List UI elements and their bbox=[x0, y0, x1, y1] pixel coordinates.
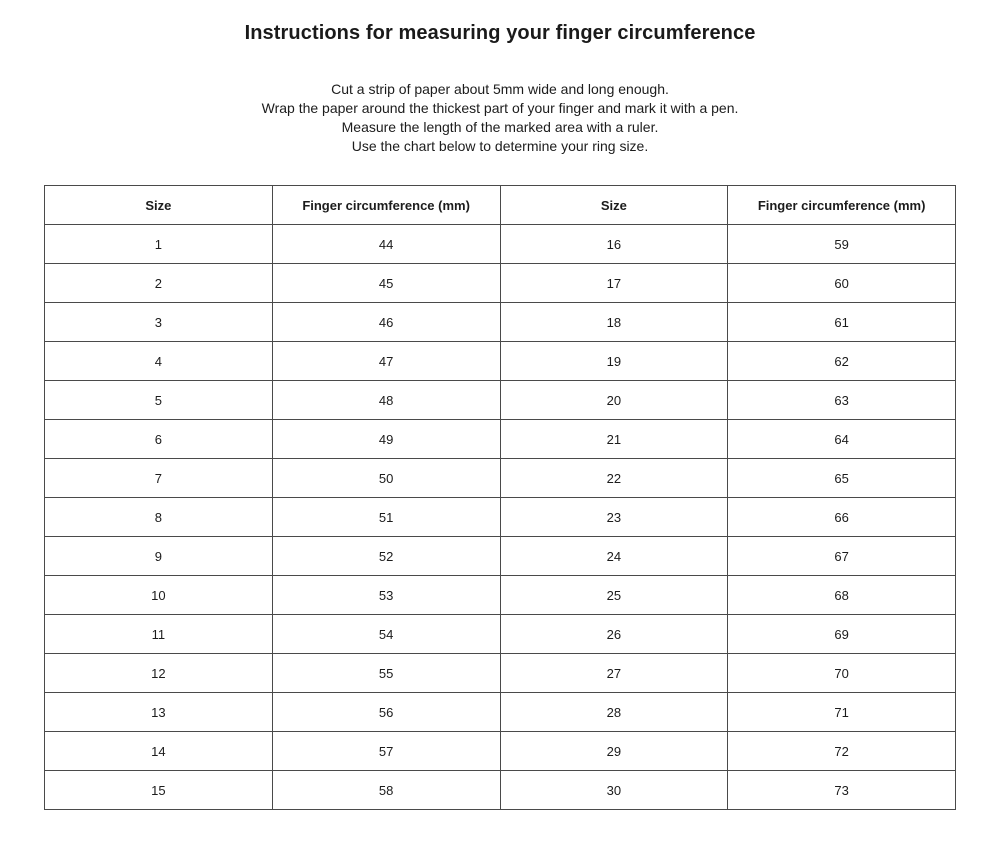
table-cell: 67 bbox=[728, 537, 956, 576]
table-row bbox=[45, 771, 956, 810]
table-cell: 72 bbox=[728, 732, 956, 771]
table-header-row bbox=[45, 186, 956, 225]
table-cell: 46 bbox=[272, 303, 500, 342]
table-row bbox=[45, 576, 956, 615]
column-header-size-right: Size bbox=[500, 186, 728, 225]
table-cell: 14 bbox=[45, 732, 273, 771]
table-row bbox=[45, 693, 956, 732]
instruction-line: Use the chart below to determine your ring size. bbox=[351, 138, 649, 154]
table-cell: 12 bbox=[45, 654, 273, 693]
ring-size-table bbox=[44, 185, 956, 810]
table-cell: 45 bbox=[272, 264, 500, 303]
table-cell: 73 bbox=[728, 771, 956, 810]
table-cell: 57 bbox=[272, 732, 500, 771]
table-row bbox=[45, 498, 956, 537]
table-cell: 55 bbox=[272, 654, 500, 693]
table-cell: 50 bbox=[272, 459, 500, 498]
table-cell: 18 bbox=[500, 303, 728, 342]
table-cell: 26 bbox=[500, 615, 728, 654]
table-cell: 66 bbox=[728, 498, 956, 537]
table-cell: 20 bbox=[500, 381, 728, 420]
table-cell: 56 bbox=[272, 693, 500, 732]
table-cell: 3 bbox=[45, 303, 273, 342]
table-cell: 5 bbox=[45, 381, 273, 420]
table-cell: 10 bbox=[45, 576, 273, 615]
table-cell: 48 bbox=[272, 381, 500, 420]
table-cell: 49 bbox=[272, 420, 500, 459]
table-cell: 60 bbox=[728, 264, 956, 303]
instruction-line: Measure the length of the marked area with a ruler. bbox=[341, 119, 659, 135]
table-cell: 30 bbox=[500, 771, 728, 810]
table-row bbox=[45, 615, 956, 654]
table-cell: 19 bbox=[500, 342, 728, 381]
table-cell: 65 bbox=[728, 459, 956, 498]
table-cell: 62 bbox=[728, 342, 956, 381]
size-table-header bbox=[45, 186, 956, 225]
instruction-line: Wrap the paper around the thickest part of your finger and mark it with a pen. bbox=[261, 100, 739, 116]
table-cell: 47 bbox=[272, 342, 500, 381]
table-row bbox=[45, 225, 956, 264]
table-cell: 71 bbox=[728, 693, 956, 732]
table-row bbox=[45, 303, 956, 342]
table-cell: 53 bbox=[272, 576, 500, 615]
table-cell: 70 bbox=[728, 654, 956, 693]
table-cell: 28 bbox=[500, 693, 728, 732]
instruction-line: Cut a strip of paper about 5mm wide and long enough. bbox=[331, 81, 669, 97]
table-cell: 61 bbox=[728, 303, 956, 342]
table-cell: 44 bbox=[272, 225, 500, 264]
table-cell: 64 bbox=[728, 420, 956, 459]
table-cell: 51 bbox=[272, 498, 500, 537]
table-cell: 54 bbox=[272, 615, 500, 654]
table-cell: 16 bbox=[500, 225, 728, 264]
table-cell: 69 bbox=[728, 615, 956, 654]
column-header-size-left: Size bbox=[45, 186, 273, 225]
table-cell: 63 bbox=[728, 381, 956, 420]
table-row bbox=[45, 342, 956, 381]
table-cell: 23 bbox=[500, 498, 728, 537]
table-cell: 59 bbox=[728, 225, 956, 264]
table-cell: 15 bbox=[45, 771, 273, 810]
table-row bbox=[45, 420, 956, 459]
table-cell: 58 bbox=[272, 771, 500, 810]
table-cell: 8 bbox=[45, 498, 273, 537]
table-cell: 27 bbox=[500, 654, 728, 693]
table-cell: 29 bbox=[500, 732, 728, 771]
table-cell: 13 bbox=[45, 693, 273, 732]
table-row bbox=[45, 264, 956, 303]
table-cell: 7 bbox=[45, 459, 273, 498]
table-cell: 21 bbox=[500, 420, 728, 459]
table-cell: 17 bbox=[500, 264, 728, 303]
table-cell: 1 bbox=[45, 225, 273, 264]
table-row bbox=[45, 381, 956, 420]
table-cell: 2 bbox=[45, 264, 273, 303]
table-cell: 11 bbox=[45, 615, 273, 654]
size-table-body bbox=[45, 225, 956, 810]
table-cell: 4 bbox=[45, 342, 273, 381]
table-cell: 25 bbox=[500, 576, 728, 615]
instructions-block bbox=[0, 80, 1000, 156]
table-cell: 9 bbox=[45, 537, 273, 576]
table-row bbox=[45, 732, 956, 771]
table-cell: 6 bbox=[45, 420, 273, 459]
table-row bbox=[45, 537, 956, 576]
table-row bbox=[45, 459, 956, 498]
page-title: Instructions for measuring your finger circumference bbox=[244, 22, 756, 44]
table-cell: 52 bbox=[272, 537, 500, 576]
table-cell: 24 bbox=[500, 537, 728, 576]
column-header-circumference-right: Finger circumference (mm) bbox=[728, 186, 956, 225]
table-row bbox=[45, 654, 956, 693]
column-header-circumference-left: Finger circumference (mm) bbox=[272, 186, 500, 225]
table-cell: 68 bbox=[728, 576, 956, 615]
table-cell: 22 bbox=[500, 459, 728, 498]
